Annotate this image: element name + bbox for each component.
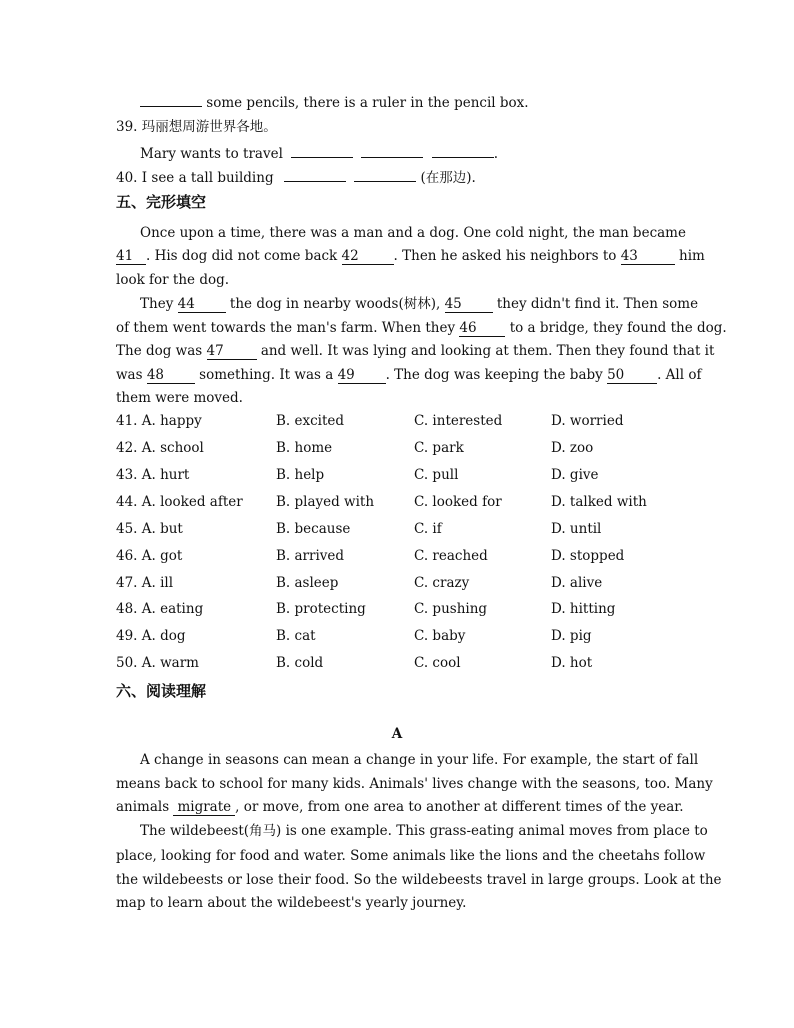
answer-blank[interactable] (291, 143, 353, 158)
cloze-blank-44[interactable]: 44 (178, 296, 226, 313)
q40-line (116, 167, 678, 188)
q39-english: Mary wants to travel (140, 146, 283, 162)
cloze-text: . His dog did not come back (146, 248, 338, 264)
option-b[interactable]: B. help (276, 467, 325, 483)
option-b[interactable]: B. cold (276, 655, 324, 671)
option-c[interactable]: C. cool (414, 655, 461, 671)
option-row (116, 546, 716, 566)
option-d[interactable]: D. stopped (551, 548, 625, 564)
option-b[interactable]: B. protecting (276, 601, 366, 617)
option-row (116, 573, 716, 593)
option-row (116, 438, 716, 458)
cloze-text: they didn't find it. Then some (496, 296, 699, 312)
option-c[interactable]: C. baby (414, 628, 466, 644)
option-row (116, 599, 716, 619)
reading-line: A change in seasons can mean a change in your life. For example, the start of fall (140, 752, 699, 768)
answer-blank[interactable] (361, 143, 423, 158)
option-b[interactable]: B. arrived (276, 548, 345, 564)
cloze-text: . Then he asked his neighbors to (393, 248, 617, 264)
option-row (116, 492, 716, 512)
cloze-text: to a bridge, they found the dog. (509, 320, 727, 336)
option-a[interactable]: 50. A. warm (116, 655, 199, 671)
cloze-line (116, 341, 715, 361)
cloze-blank-42[interactable]: 42 (342, 248, 394, 265)
cloze-blank-47[interactable]: 47 (207, 343, 257, 360)
option-c[interactable]: C. if (414, 521, 442, 537)
q39-chinese: 39. 玛丽想周游世界各地。 (116, 119, 277, 135)
option-a[interactable]: 41. A. happy (116, 413, 202, 429)
reading-line: means back to school for many kids. Animals' lives change with the seasons, too. Many (116, 776, 713, 792)
option-a[interactable]: 42. A. school (116, 440, 204, 456)
underlined-word-migrate: migrate (173, 799, 235, 816)
option-d[interactable]: D. give (551, 467, 599, 483)
option-b[interactable]: B. excited (276, 413, 345, 429)
cloze-line (116, 246, 705, 266)
option-c[interactable]: C. reached (414, 548, 488, 564)
q40-suffix: (在那边). (420, 170, 476, 186)
option-a[interactable]: 44. A. looked after (116, 494, 243, 510)
cloze-text: of them went towards the man's farm. When they (116, 320, 456, 336)
cloze-blank-46[interactable]: 46 (459, 320, 505, 337)
q39-prompt (116, 117, 678, 137)
cloze-line: Once upon a time, there was a man and a dog. One cold night, the man became (140, 225, 686, 241)
answer-blank[interactable] (432, 143, 494, 158)
q38-line (140, 92, 678, 113)
cloze-line: them were moved. (116, 390, 243, 406)
cloze-line (116, 318, 727, 338)
option-b[interactable]: B. home (276, 440, 333, 456)
option-c[interactable]: C. pull (414, 467, 459, 483)
q40-prefix: 40. I see a tall building (116, 170, 274, 186)
passage-label: A (391, 726, 403, 742)
cloze-text: the dog in nearby woods(树林), (229, 296, 441, 312)
option-d[interactable]: D. zoo (551, 440, 594, 456)
option-c[interactable]: C. interested (414, 413, 503, 429)
reading-line: The wildebeest(角马) is one example. This grass-eating animal moves from place to (140, 823, 708, 839)
option-a[interactable]: 49. A. dog (116, 628, 186, 644)
cloze-text: They (140, 296, 174, 312)
cloze-text: something. It was a (199, 367, 334, 383)
q39-answer-line: Mary wants to travel . (140, 143, 678, 164)
option-d[interactable]: D. alive (551, 575, 603, 591)
cloze-line: look for the dog. (116, 272, 230, 288)
cloze-text: him (679, 248, 705, 264)
answer-blank[interactable] (354, 167, 416, 182)
option-row (116, 653, 716, 673)
reading-text: animals (116, 799, 170, 815)
cloze-text: . All of (657, 367, 702, 383)
option-row (116, 411, 716, 431)
section-heading-cloze: 五、完形填空 (116, 193, 207, 211)
option-b[interactable]: B. asleep (276, 575, 339, 591)
option-d[interactable]: D. talked with (551, 494, 647, 510)
option-b[interactable]: B. because (276, 521, 351, 537)
option-d[interactable]: D. worried (551, 413, 624, 429)
answer-blank[interactable] (284, 167, 346, 182)
option-b[interactable]: B. played with (276, 494, 375, 510)
option-c[interactable]: C. pushing (414, 601, 488, 617)
option-d[interactable]: D. until (551, 521, 602, 537)
option-d[interactable]: D. pig (551, 628, 592, 644)
cloze-text: The dog was (116, 343, 203, 359)
cloze-line (140, 294, 699, 314)
option-d[interactable]: D. hitting (551, 601, 616, 617)
cloze-blank-49[interactable]: 49 (338, 367, 386, 384)
option-a[interactable]: 47. A. ill (116, 575, 174, 591)
cloze-blank-45[interactable]: 45 (445, 296, 493, 313)
option-d[interactable]: D. hot (551, 655, 593, 671)
cloze-blank-41[interactable]: 41 (116, 248, 146, 265)
option-row (116, 465, 716, 485)
reading-line: the wildebeests or lose their food. So the wildebeests travel in large groups. Look at the (116, 872, 722, 888)
cloze-blank-43[interactable]: 43 (621, 248, 675, 265)
option-a[interactable]: 45. A. but (116, 521, 183, 537)
cloze-text: and well. It was lying and looking at them. Then they found that it (260, 343, 715, 359)
reading-line: map to learn about the wildebeest's yearly journey. (116, 895, 467, 911)
option-row (116, 519, 716, 539)
cloze-line (116, 365, 702, 385)
cloze-text: was (116, 367, 143, 383)
cloze-text: . The dog was keeping the baby (385, 367, 603, 383)
reading-line (116, 797, 684, 817)
section-heading-reading: 六、阅读理解 (116, 682, 207, 700)
q38-text: some pencils, there is a ruler in the pencil box. (206, 95, 529, 111)
option-c[interactable]: C. looked for (414, 494, 502, 510)
reading-text: , or move, from one area to another at different times of the year. (235, 799, 684, 815)
option-a[interactable]: 48. A. eating (116, 601, 204, 617)
answer-blank[interactable] (140, 92, 202, 107)
option-c[interactable]: C. crazy (414, 575, 470, 591)
option-a[interactable]: 46. A. got (116, 548, 183, 564)
option-a[interactable]: 43. A. hurt (116, 467, 190, 483)
cloze-blank-48[interactable]: 48 (147, 367, 195, 384)
option-c[interactable]: C. park (414, 440, 464, 456)
reading-line: place, looking for food and water. Some animals like the lions and the cheetahs follow (116, 848, 706, 864)
option-row (116, 626, 716, 646)
option-b[interactable]: B. cat (276, 628, 316, 644)
cloze-blank-50[interactable]: 50 (607, 367, 657, 384)
